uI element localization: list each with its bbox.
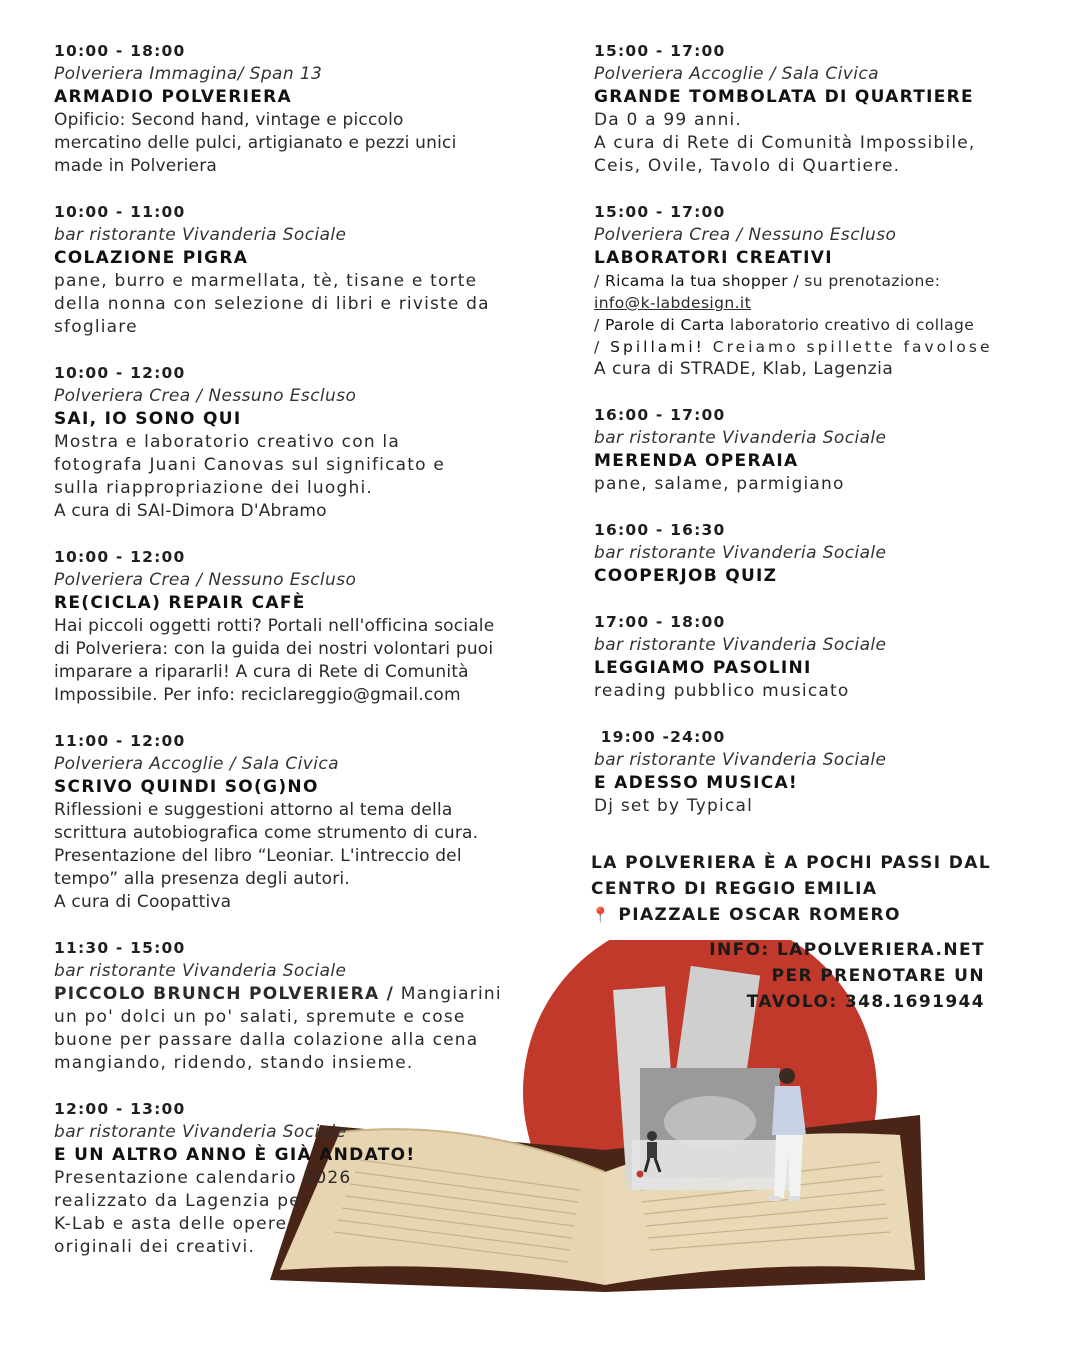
event-title: E UN ALTRO ANNO È GIÀ ANDATO! (54, 1145, 416, 1165)
event-title: GRANDE TOMBOLATA DI QUARTIERE (594, 87, 974, 107)
location-line: LA POLVERIERA È A POCHI PASSI DAL (591, 853, 992, 873)
event-venue: bar ristorante Vivanderia Sociale (594, 543, 887, 563)
event-desc: sulla riappropriazione dei luoghi. (54, 478, 374, 498)
event-calendario (54, 1098, 524, 1259)
event-desc: made in Polveriera (54, 156, 217, 176)
event-venue: bar ristorante Vivanderia Sociale (594, 635, 887, 655)
lab-email-line (594, 292, 1034, 314)
lab-item-spillami: / Spillami! Creiamo spillette favolose (594, 338, 993, 356)
program-right-column (594, 40, 1034, 841)
event-credit: A cura di STRADE, Klab, Lagenzia (594, 359, 894, 379)
event-venue: Polveriera Crea / Nessuno Escluso (54, 570, 357, 590)
event-desc: scrittura autobiografica come strumento di cura. (54, 823, 479, 843)
event-title: PICCOLO BRUNCH POLVERIERA / (54, 984, 395, 1004)
event-venue: bar ristorante Vivanderia Sociale (54, 1122, 347, 1142)
event-time: 10:00 - 12:00 (54, 548, 186, 566)
event-desc: A cura di Coopattiva (54, 892, 232, 912)
event-desc: Impossibile. Per info: reciclareggio@gmail.com (54, 685, 461, 705)
event-title-line (54, 983, 524, 1006)
event-venue: Polveriera Accoglie / Sala Civica (54, 754, 339, 774)
event-desc: mangiando, ridendo, stando insieme. (54, 1053, 414, 1073)
event-title: COOPERJOB QUIZ (594, 566, 778, 586)
event-desc: Presentazione calendario 2026 (54, 1168, 352, 1188)
event-desc: A cura di Rete di Comunità Impossibile, (594, 133, 976, 153)
event-desc: di Polveriera: con la guida dei nostri volontari puoi (54, 639, 494, 659)
event-time: 10:00 - 18:00 (54, 42, 186, 60)
event-desc: originali dei creativi. (54, 1237, 256, 1257)
event-time: 12:00 - 13:00 (54, 1100, 186, 1118)
event-desc: Ceis, Ovile, Tavolo di Quartiere. (594, 156, 901, 176)
event-title: RE(CICLA) REPAIR CAFÈ (54, 593, 306, 613)
event-desc: Mostra e laboratorio creativo con la (54, 432, 400, 452)
event-armadio (54, 40, 524, 178)
event-title: SAI, IO SONO QUI (54, 409, 242, 429)
event-desc: realizzato da Lagenzia per (54, 1191, 310, 1211)
event-desc: Opificio: Second hand, vintage e piccolo (54, 110, 404, 130)
event-desc: reading pubblico musicato (594, 681, 850, 701)
event-cooperjob (594, 519, 1034, 588)
event-title: ARMADIO POLVERIERA (54, 87, 292, 107)
event-desc: fotografa Juani Canovas sul significato e (54, 455, 445, 475)
event-venue: Polveriera Immagina/ Span 13 (54, 64, 323, 84)
event-desc: Da 0 a 99 anni. (594, 110, 743, 130)
event-desc: buone per passare dalla colazione alla cena (54, 1030, 479, 1050)
event-repair-cafe (54, 546, 524, 707)
event-desc: Hai piccoli oggetti rotti? Portali nell'officina sociale (54, 616, 495, 636)
event-venue: Polveriera Crea / Nessuno Escluso (594, 225, 897, 245)
info-website[interactable]: INFO: LAPOLVERIERA.NET (709, 940, 985, 960)
event-laboratori (594, 201, 1034, 381)
event-desc: Presentazione del libro “Leoniar. L'intreccio del (54, 846, 462, 866)
event-desc: imparare a ripararli! A cura di Rete di Comunità (54, 662, 469, 682)
event-desc: Dj set by Typical (594, 796, 754, 816)
event-pasolini (594, 611, 1034, 703)
email-link[interactable]: info@k-labdesign.it (594, 294, 752, 312)
event-title: LEGGIAMO PASOLINI (594, 658, 812, 678)
event-desc: Riflessioni e suggestioni attorno al tema della (54, 800, 453, 820)
event-time: 15:00 - 17:00 (594, 42, 726, 60)
event-venue: bar ristorante Vivanderia Sociale (594, 750, 887, 770)
event-sai-io-sono-qui (54, 362, 524, 523)
lab-item-name: Ricama la tua shopper (604, 272, 789, 290)
location-address (591, 902, 1011, 928)
event-desc: pane, burro e marmellata, tè, tisane e torte (54, 271, 478, 291)
info-booking-line: PER PRENOTARE UN (771, 966, 985, 986)
event-merenda (594, 404, 1034, 496)
event-venue: bar ristorante Vivanderia Sociale (594, 428, 887, 448)
address-text: PIAZZALE OSCAR ROMERO (618, 905, 901, 925)
event-colazione (54, 201, 524, 339)
event-time: 16:00 - 16:30 (594, 521, 726, 539)
event-desc: un po' dolci un po' salati, spremute e cose (54, 1007, 466, 1027)
location-line: CENTRO DI REGGIO EMILIA (591, 879, 878, 899)
event-desc: Mangiarini (394, 984, 502, 1004)
event-title: LABORATORI CREATIVI (594, 248, 833, 268)
info-block (700, 937, 985, 1015)
event-venue: Polveriera Accoglie / Sala Civica (594, 64, 879, 84)
event-desc: mercatino delle pulci, artigianato e pezzi unici (54, 133, 457, 153)
event-time: 10:00 - 12:00 (54, 364, 186, 382)
event-time: 17:00 - 18:00 (594, 613, 726, 631)
event-title: SCRIVO QUINDI SO(G)NO (54, 777, 319, 797)
event-venue: bar ristorante Vivanderia Sociale (54, 225, 347, 245)
event-venue: bar ristorante Vivanderia Sociale (54, 961, 347, 981)
lab-item-name: Parole di Carta (604, 316, 725, 334)
lab-item-name: Spillami! (610, 338, 705, 356)
location-block (591, 850, 1011, 928)
event-brunch (54, 937, 524, 1075)
event-desc: della nonna con selezione di libri e riviste da (54, 294, 490, 314)
event-time: 11:00 - 12:00 (54, 732, 186, 750)
event-musica (594, 726, 1034, 818)
event-desc: tempo” alla presenza degli autori. (54, 869, 350, 889)
map-pin-icon: 📍 (591, 906, 612, 924)
event-desc: sfogliare (54, 317, 138, 337)
event-scrivo-quindi-sogno (54, 730, 524, 914)
lab-item-parole: / Parole di Carta laboratorio creativo di collage (594, 316, 975, 334)
lab-item-shopper: / Ricama la tua shopper / su prenotazione: (594, 272, 941, 290)
event-title: E ADESSO MUSICA! (594, 773, 798, 793)
event-title: MERENDA OPERAIA (594, 451, 799, 471)
program-left-column (54, 40, 524, 1282)
event-desc: pane, salame, parmigiano (594, 474, 845, 494)
info-phone[interactable]: TAVOLO: 348.1691944 (746, 992, 985, 1012)
event-desc: A cura di SAI-Dimora D'Abramo (54, 501, 327, 521)
event-time: 19:00 -24:00 (594, 728, 726, 746)
event-time: 16:00 - 17:00 (594, 406, 726, 424)
event-tombolata (594, 40, 1034, 178)
event-time: 11:30 - 15:00 (54, 939, 186, 957)
event-desc: K-Lab e asta delle opere (54, 1214, 288, 1234)
event-venue: Polveriera Crea / Nessuno Escluso (54, 386, 357, 406)
event-time: 15:00 - 17:00 (594, 203, 726, 221)
event-time: 10:00 - 11:00 (54, 203, 186, 221)
event-title: COLAZIONE PIGRA (54, 248, 249, 268)
